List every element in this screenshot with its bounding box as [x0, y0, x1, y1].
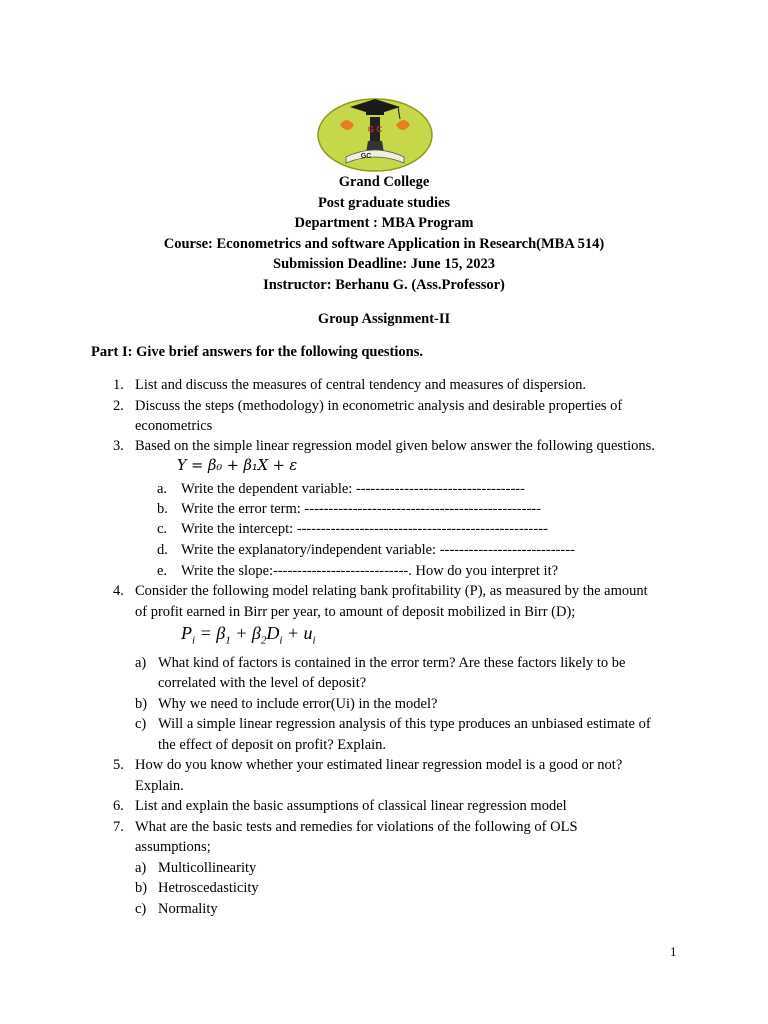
page-number: 1	[670, 944, 677, 959]
question-number: 3.	[113, 438, 124, 454]
sub-item-label: c)	[135, 901, 147, 917]
question-text: List and explain the basic assumptions of classical linear regression model	[135, 798, 567, 814]
sub-item-label: e.	[157, 563, 168, 579]
question-number: 5.	[113, 757, 124, 773]
question-number: 7.	[113, 819, 124, 835]
sub-item-label: c.	[157, 521, 168, 537]
question-text-cont: econometrics	[135, 418, 213, 434]
studies-line: Post graduate studies	[317, 194, 451, 211]
sub-item-label: c)	[135, 716, 147, 732]
question-text: Consider the following model relating bank profitability (P), as measured by the amount	[135, 583, 648, 599]
sub-item-label: a)	[135, 860, 147, 876]
sub-item-text: Will a simple linear regression analysis of this type produces an unbiased estimate of	[158, 716, 651, 732]
department-line: Department : MBA Program	[294, 215, 474, 231]
question-text: List and discuss the measures of central tendency and measures of dispersion.	[135, 377, 586, 393]
regression-equation: Y = β₀ + β₁X + ε	[177, 458, 298, 474]
part-title: Part I: Give brief answers for the following questions.	[91, 344, 423, 360]
instructor-line: Instructor: Berhanu G. (Ass.Professor)	[263, 276, 505, 293]
sub-item-label: d.	[157, 542, 168, 558]
question-number: 6.	[113, 798, 124, 814]
course-line: Course: Econometrics and software Application in Research(MBA 514)	[163, 235, 605, 252]
sub-item-text: Multicollinearity	[158, 860, 257, 876]
profit-equation: $P_i = \beta_1 + \beta_2D_i + u_i$	[181, 623, 316, 647]
svg-text:GC: GC	[360, 153, 372, 160]
deadline-line: Submission Deadline: June 15, 2023	[273, 256, 495, 272]
sub-item-label: b.	[157, 501, 168, 517]
question-text: What are the basic tests and remedies for violations of the following of OLS	[135, 819, 578, 835]
sub-item-label: b)	[135, 696, 148, 712]
sub-item-text: What kind of factors is contained in the error term? Are these factors likely to be	[158, 655, 626, 671]
sub-item-text: Write the slope:----------------------------. How do you interpret it?	[181, 563, 559, 579]
question-number: 2.	[113, 398, 124, 414]
document-header	[0, 172, 768, 295]
question-number: 4.	[113, 583, 124, 599]
question-text: Discuss the steps (methodology) in econometric analysis and desirable properties of	[135, 398, 623, 414]
college-logo	[316, 95, 434, 173]
sub-item-text-cont: correlated with the level of deposit?	[158, 675, 367, 691]
assignment-title: Group Assignment-II	[317, 311, 451, 327]
sub-item-text: Write the intercept: ----------------------------------------------------	[181, 521, 548, 537]
college-name: Grand College	[338, 174, 430, 190]
question-text: How do you know whether your estimated linear regression model is a good or not?	[135, 757, 623, 773]
sub-item-text: Write the explanatory/independent variable: ----------------------------	[181, 542, 575, 558]
sub-item-label: a)	[135, 655, 147, 671]
sub-item-label: b)	[135, 880, 148, 896]
sub-item-text: Why we need to include error(Ui) in the model?	[158, 696, 438, 712]
svg-text:G C: G C	[367, 125, 383, 134]
sub-item-text: Write the error term: -------------------------------------------------	[181, 501, 542, 517]
question-text-cont: assumptions;	[135, 839, 211, 855]
question-text: Based on the simple linear regression model given below answer the following questions.	[135, 438, 655, 454]
question-text-cont: Explain.	[135, 778, 184, 794]
question-number: 1.	[113, 377, 124, 393]
sub-item-text: Normality	[158, 901, 218, 917]
sub-item-text: Hetroscedasticity	[158, 880, 259, 896]
sub-item-text-cont: the effect of deposit on profit? Explain.	[158, 737, 387, 753]
sub-item-text: Write the dependent variable: -----------------------------------	[181, 481, 525, 497]
sub-item-label: a.	[157, 481, 168, 497]
question-text-cont: of profit earned in Birr per year, to amount of deposit mobilized in Birr (D);	[135, 604, 576, 620]
